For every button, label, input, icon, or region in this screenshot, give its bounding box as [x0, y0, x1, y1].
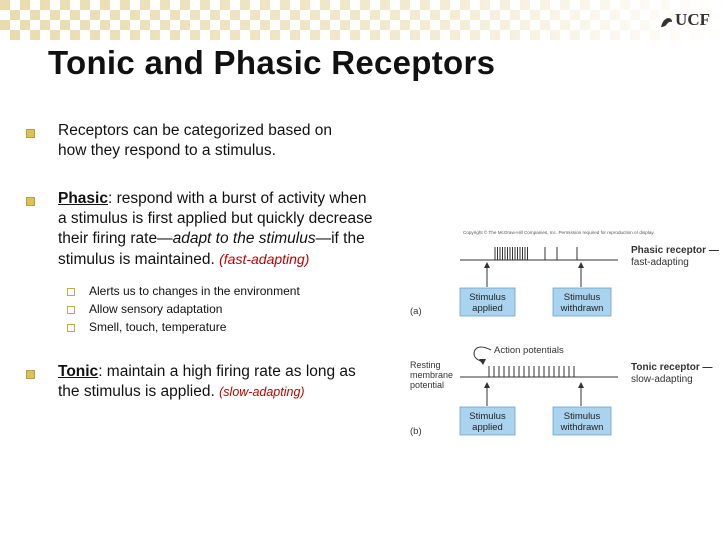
box-text: withdrawn	[560, 303, 604, 314]
action-potentials-label: Action potentials	[494, 345, 564, 356]
bullet-text: stimulus is maintained.	[58, 251, 215, 268]
fast-adapting-label: (fast-adapting)	[219, 251, 310, 267]
bullet-text-line: how they respond to a stimulus.	[58, 142, 276, 159]
arrowhead	[484, 382, 490, 388]
bullet-marker	[26, 197, 35, 206]
bullet-marker	[26, 129, 35, 138]
resting-label: potential	[410, 380, 445, 390]
slow-adapting-label: (slow-adapting)	[219, 385, 305, 399]
box-text: Stimulus	[563, 292, 601, 303]
bullet-text: : maintain a high firing rate as long as	[98, 363, 356, 380]
tonic-receptor-sub: slow-adapting	[631, 374, 693, 385]
box-text: applied	[472, 422, 503, 433]
figure-copyright: Copyright © The McGraw-Hill Companies, Inc. Permission required for reproduction or display.	[463, 230, 655, 235]
bullet-text: their firing rate—	[58, 230, 173, 247]
emphasis-text: adapt to the stimulus	[172, 230, 316, 247]
spike-train-b	[489, 366, 574, 377]
bullet-phasic	[58, 189, 372, 270]
resting-label: membrane	[410, 370, 454, 380]
box-text: Stimulus	[469, 411, 506, 422]
bullet-text-line: a stimulus is first applied but quickly decrease	[58, 210, 373, 227]
box-text: withdrawn	[560, 422, 604, 433]
arrowhead	[479, 359, 486, 365]
term-phasic: Phasic	[58, 190, 108, 207]
header-checker-pattern	[0, 0, 728, 40]
bullet-receptors	[58, 121, 332, 161]
bullet-marker	[26, 370, 35, 379]
box-text: Stimulus	[563, 411, 601, 422]
sub-bullet-item: Smell, touch, temperature	[89, 320, 227, 334]
spike-train-a	[495, 247, 577, 260]
pegasus-icon	[660, 14, 673, 27]
logo-text: UCF	[675, 10, 710, 29]
arrowhead	[578, 262, 584, 268]
arrowhead	[578, 382, 584, 388]
bullet-text: the stimulus is applied.	[58, 383, 215, 400]
panel-label-b: (b)	[410, 426, 422, 437]
ucf-logo	[660, 10, 710, 30]
box-text: Stimulus	[469, 292, 506, 303]
term-tonic: Tonic	[58, 363, 99, 380]
phasic-receptor-sub: fast-adapting	[631, 257, 689, 268]
panel-label-a: (a)	[410, 306, 422, 317]
receptor-adaptation-figure	[405, 222, 725, 452]
phasic-receptor-title: Phasic receptor —	[631, 245, 719, 256]
bullet-tonic	[58, 362, 356, 402]
resting-label: Resting	[410, 360, 441, 370]
sub-bullet-item: Allow sensory adaptation	[89, 302, 223, 316]
tonic-receptor-title: Tonic receptor —	[631, 362, 713, 373]
sub-bullet-marker	[67, 306, 75, 314]
bullet-text-line: Receptors can be categorized based on	[58, 122, 333, 139]
slide-title: Tonic and Phasic Receptors	[48, 44, 496, 81]
sub-bullet-marker	[67, 324, 75, 332]
arrowhead	[484, 262, 490, 268]
bullet-text: : respond with a burst of activity when	[107, 190, 367, 207]
box-text: applied	[472, 303, 503, 314]
bullet-text: —if the	[315, 230, 365, 247]
sub-bullet-marker	[67, 288, 75, 296]
sub-bullet-item: Alerts us to changes in the environment	[89, 284, 300, 298]
